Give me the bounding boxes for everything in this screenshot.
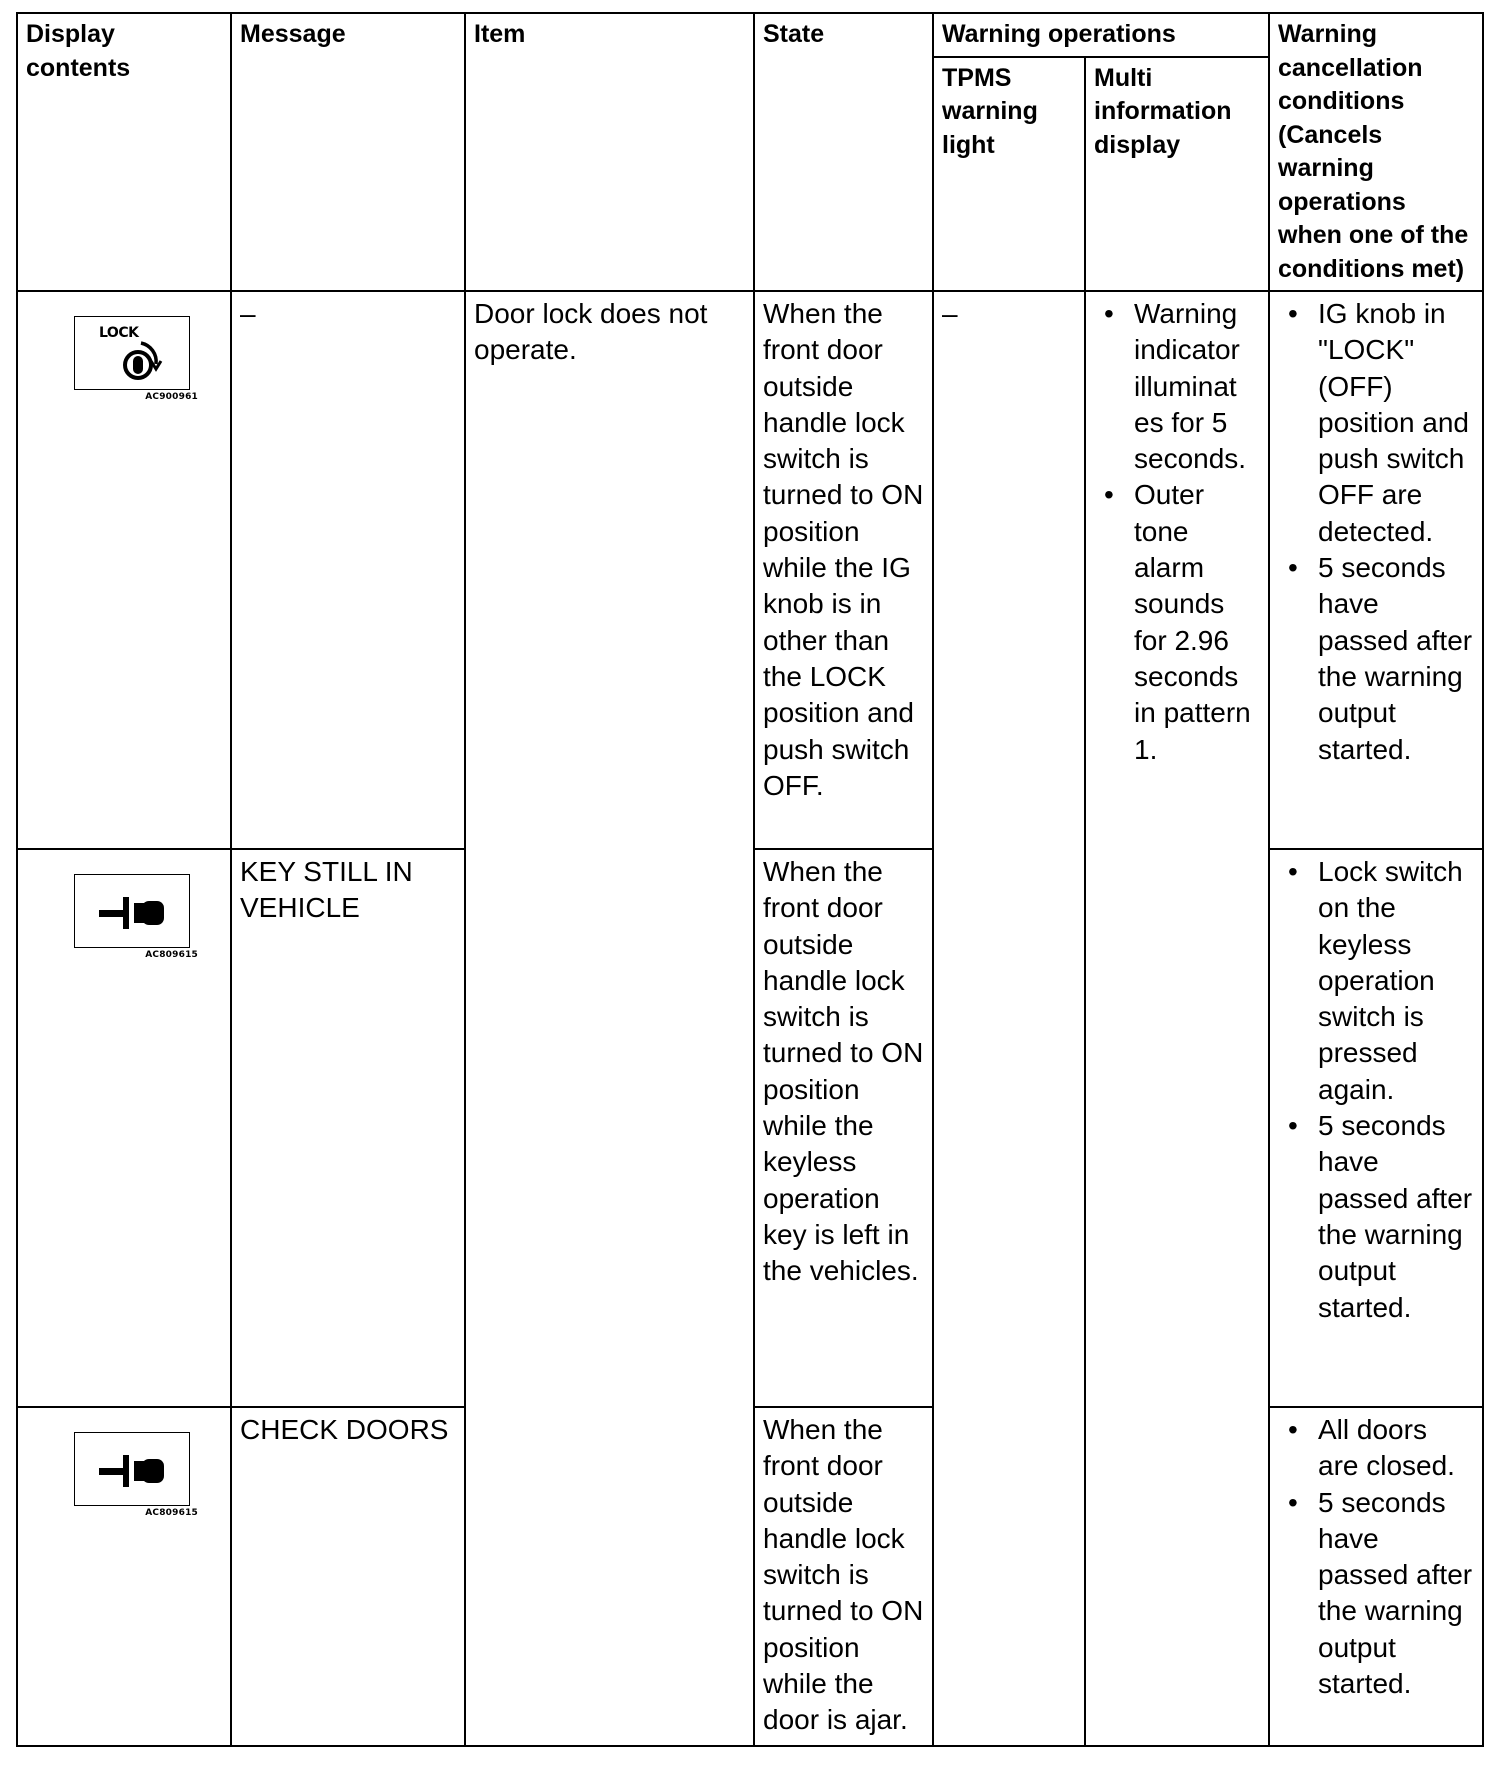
header-warning-operations: Warning operations (933, 13, 1269, 57)
header-display-contents: Display contents (17, 13, 231, 291)
figure-code: AC809615 (145, 1508, 198, 1518)
key-icon (74, 1432, 190, 1506)
figure-code: AC809615 (145, 950, 198, 960)
header-multi-information-display: Multi information display (1085, 57, 1269, 292)
cancellation-list (1278, 1412, 1474, 1702)
message-cell: – (231, 291, 465, 849)
multi-info-list (1094, 296, 1260, 768)
list-item: • 5 seconds have passed after the warning output started. (1278, 1485, 1474, 1703)
message-cell: KEY STILL IN VEHICLE (231, 849, 465, 1407)
cancellation-list (1278, 296, 1474, 768)
state-cell: When the front door outside handle lock switch is turned to ON position while the keyless operation key is left in the vehicles. (754, 849, 933, 1407)
list-item: • 5 seconds have passed after the warning output started. (1278, 550, 1474, 768)
display-contents-cell (17, 1407, 231, 1746)
state-cell: When the front door outside handle lock switch is turned to ON position while the door is ajar. (754, 1407, 933, 1746)
list-item: • 5 seconds have passed after the warning output started. (1278, 1108, 1474, 1326)
table-row (17, 291, 1483, 849)
display-figure (74, 1432, 198, 1520)
tpms-cell: – (933, 291, 1085, 1746)
list-item: • All doors are closed. (1278, 1412, 1474, 1485)
list-item: • Outer tone alarm sounds for 2.96 seconds in pattern 1. (1094, 477, 1260, 767)
display-figure (74, 316, 198, 404)
lock-label: LOCK (99, 325, 139, 341)
display-contents-cell (17, 849, 231, 1407)
multi-info-cell (1085, 291, 1269, 1746)
cancellation-cell (1269, 1407, 1483, 1746)
header-item: Item (465, 13, 754, 291)
item-cell: Door lock does not operate. (465, 291, 754, 1746)
state-cell: When the front door outside handle lock switch is turned to ON position while the IG knob is in other than the LOCK position and push switch OFF. (754, 291, 933, 849)
header-state: State (754, 13, 933, 291)
document-page (16, 12, 1482, 1747)
cancellation-cell (1269, 291, 1483, 849)
header-warning-cancellation: Warning cancellation conditions (Cancels warning operations when one of the conditions met) (1269, 13, 1483, 291)
list-item: • Warning indicator illuminat es for 5 seconds. (1094, 296, 1260, 477)
header-row (17, 13, 1483, 57)
lock-ignition-icon (74, 316, 190, 390)
display-figure (74, 874, 198, 962)
warning-spec-table (16, 12, 1484, 1747)
figure-code: AC900961 (145, 392, 198, 402)
list-item: • Lock switch on the keyless operation switch is pressed again. (1278, 854, 1474, 1108)
cancellation-cell (1269, 849, 1483, 1407)
display-contents-cell (17, 291, 231, 849)
header-message: Message (231, 13, 465, 291)
key-icon (74, 874, 190, 948)
header-tpms-warning-light: TPMS warning light (933, 57, 1085, 292)
list-item: • IG knob in "LOCK" (OFF) position and push switch OFF are detected. (1278, 296, 1474, 550)
cancellation-list (1278, 854, 1474, 1326)
message-cell: CHECK DOORS (231, 1407, 465, 1746)
